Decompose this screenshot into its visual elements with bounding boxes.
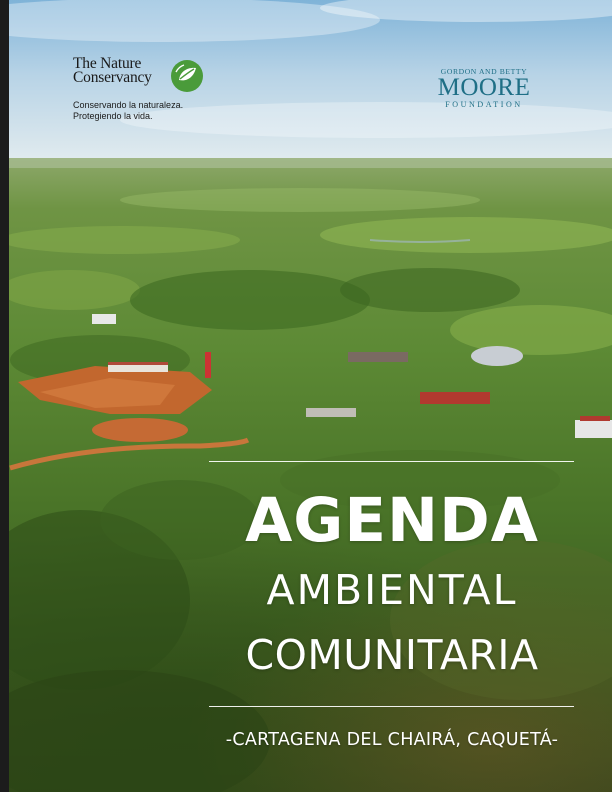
book-spine [0, 0, 9, 792]
moore-logo-bottom: FOUNDATION [445, 100, 523, 109]
tnc-tagline [73, 100, 183, 122]
moore-foundation-logo [428, 67, 540, 109]
title-top-rule [209, 461, 574, 462]
tnc-tagline-line2: Protegiendo la vida. [73, 111, 153, 121]
tnc-wordmark [73, 57, 152, 85]
tnc-name-line2: Conservancy [73, 69, 152, 86]
title-line-agenda: AGENDA [245, 485, 539, 556]
location-subtitle: -CARTAGENA DEL CHAIRÁ, CAQUETÁ- [225, 730, 559, 750]
moore-logo-top: GORDON AND BETTY [440, 67, 528, 76]
title-bottom-rule [209, 706, 574, 707]
title-line-comunitaria: COMUNITARIA [245, 631, 539, 679]
moore-logo-main: MOORE [437, 74, 531, 101]
tnc-tagline-line1: Conservando la naturaleza. [73, 100, 184, 110]
tnc-name-line1: The Nature [73, 55, 142, 72]
globe-leaf-icon [170, 59, 204, 93]
title-line-ambiental: AMBIENTAL [266, 566, 518, 614]
